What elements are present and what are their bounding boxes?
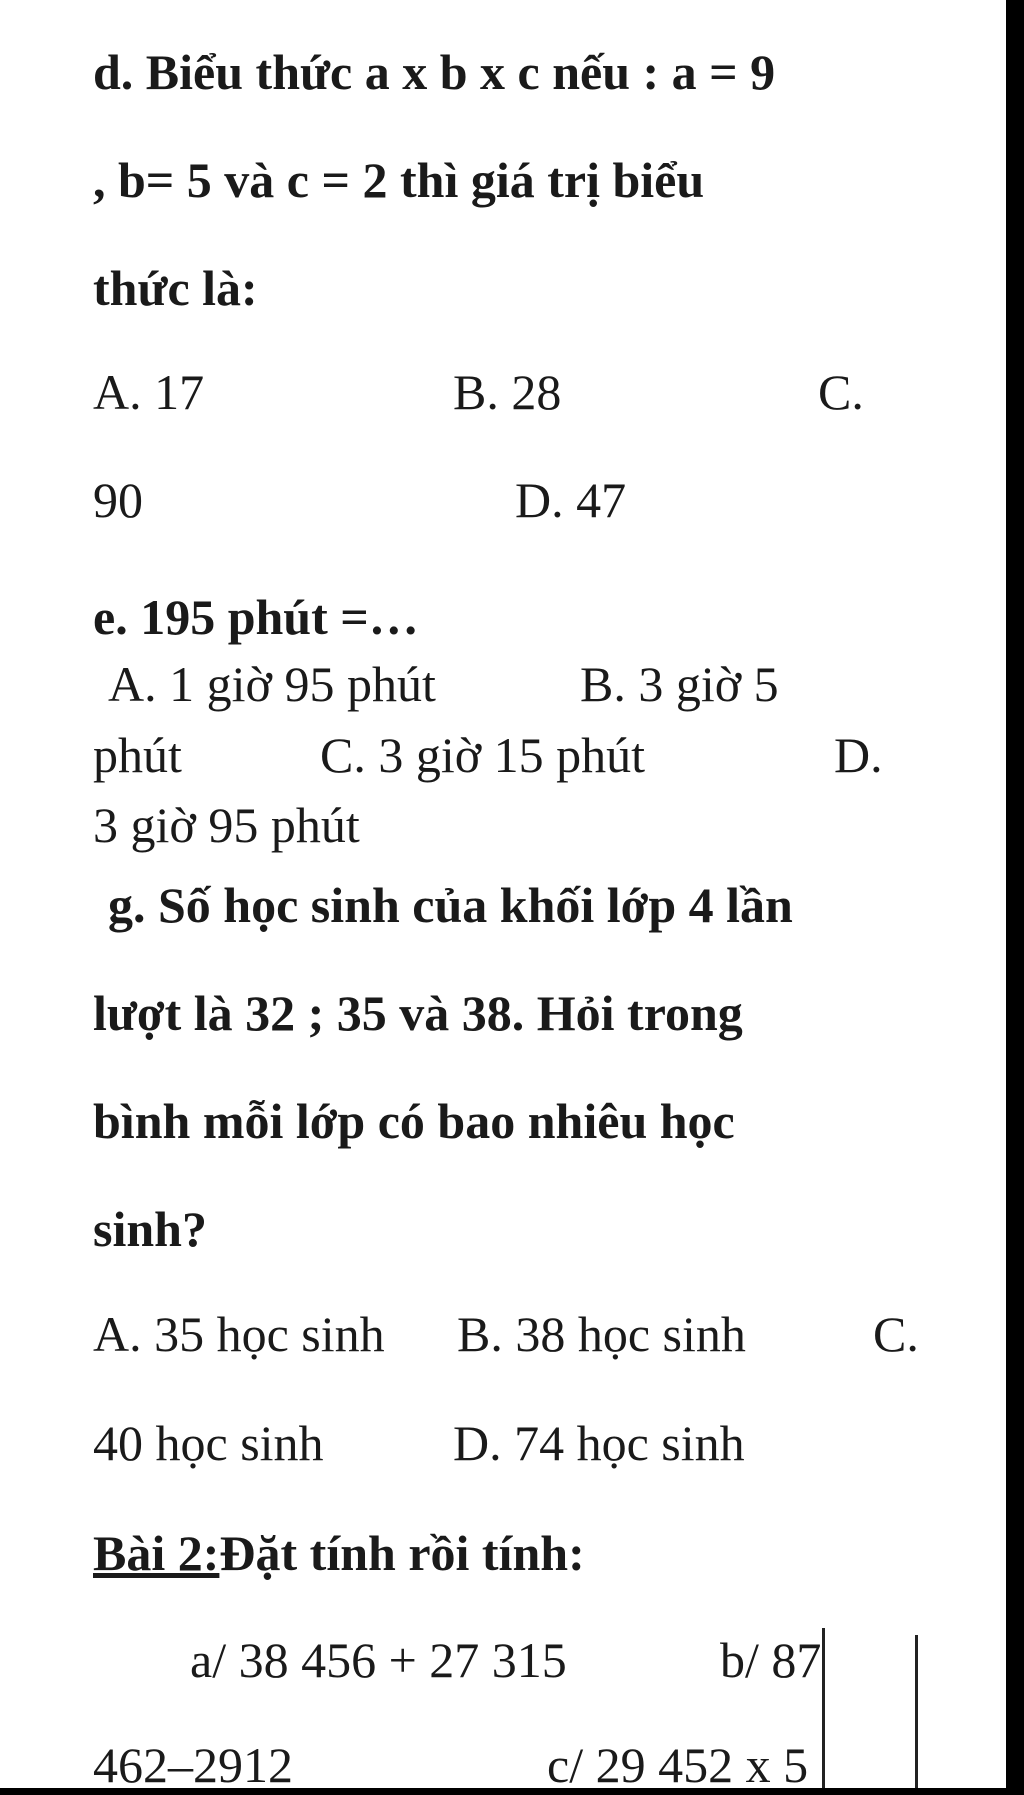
question-g-line-4: sinh? (93, 1201, 207, 1257)
question-d-line-2: , b= 5 và c = 2 thì giá trị biểu (93, 152, 705, 208)
question-g-line-2: lượt là 32 ; 35 và 38. Hỏi trong (93, 985, 743, 1041)
question-g-option-a: A. 35 học sinh (93, 1306, 385, 1362)
question-e-option-d-value: 3 giờ 95 phút (93, 797, 360, 853)
question-e-option-d-label: D. (834, 727, 883, 783)
question-e-option-a: A. 1 giờ 95 phút (108, 656, 436, 712)
pen-stroke-right (915, 1635, 918, 1788)
question-d-line-3: thức là: (93, 260, 258, 316)
question-g-option-c-label: C. (873, 1306, 919, 1362)
question-g-option-c-value: 40 học sinh (93, 1415, 324, 1471)
question-e-option-c: C. 3 giờ 15 phút (320, 727, 646, 783)
question-d-option-b: B. 28 (453, 364, 562, 420)
question-e-option-b: B. 3 giờ 5 (580, 656, 779, 712)
question-e-prompt: e. 195 phút =… (93, 589, 419, 645)
question-d-option-a: A. 17 (93, 364, 205, 420)
exercise-2-item-a: a/ 38 456 + 27 315 (190, 1632, 567, 1688)
question-g-option-d: D. 74 học sinh (453, 1415, 745, 1471)
question-g-line-1: g. Số học sinh của khối lớp 4 lần (108, 877, 793, 933)
exercise-2-heading-text: Đặt tính rồi tính: (219, 1525, 585, 1581)
question-g-line-3: bình mỗi lớp có bao nhiêu học (93, 1093, 735, 1149)
pen-stroke-left (822, 1628, 825, 1788)
exercise-2-item-c: c/ 29 452 x 5 (547, 1737, 809, 1793)
exercise-2-heading (93, 1523, 585, 1583)
exercise-2-item-b: b/ 87 (720, 1632, 822, 1688)
question-d-line-1: d. Biểu thức a x b x c nếu : a = 9 (93, 44, 776, 100)
question-e-option-b-cont: phút (93, 727, 182, 783)
question-g-option-b: B. 38 học sinh (457, 1306, 746, 1362)
question-d-option-d: D. 47 (515, 472, 627, 528)
question-d-option-c-value: 90 (93, 472, 143, 528)
question-d-option-c-label: C. (818, 364, 864, 420)
exercise-2-item-b-cont: 462–2912 (93, 1737, 293, 1793)
exercise-2-heading-label: Bài 2: (93, 1525, 220, 1581)
